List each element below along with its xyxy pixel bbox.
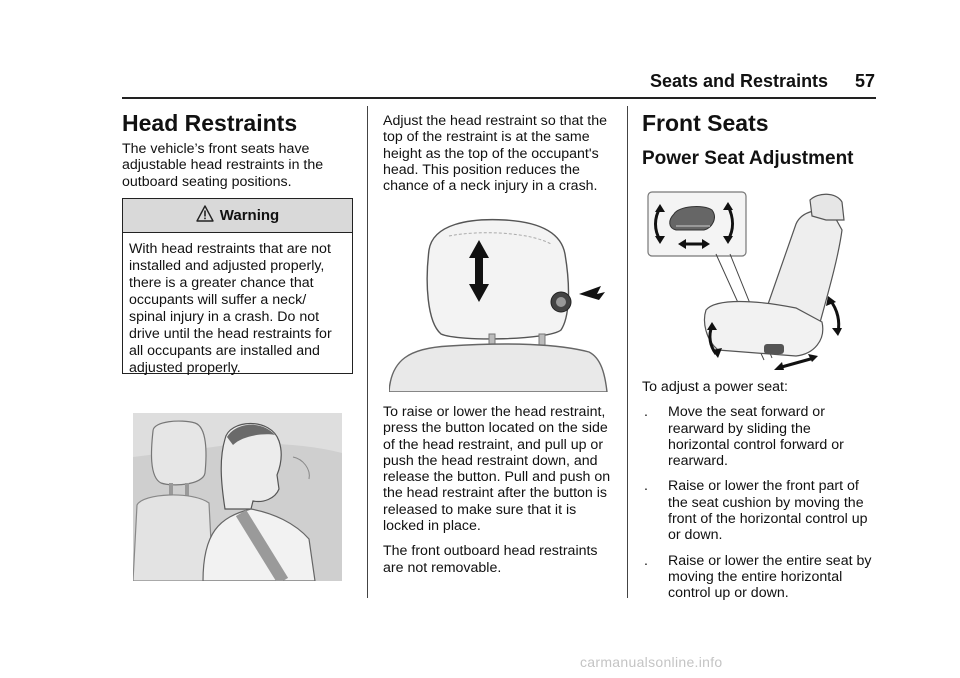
power-seat-lead: To adjust a power seat: [642, 379, 788, 395]
intro-paragraph [122, 141, 352, 190]
bullet-item-1 [642, 404, 876, 469]
not-removable-text: The front outboard head restraints are not removable. [383, 543, 598, 576]
bullet-item-3 [642, 553, 876, 602]
bullet-text-2: Raise or lower the front part of the seat cushion by moving the front of the horizontal control up or down. [668, 478, 868, 544]
heading-power-seat-adjustment: Power Seat Adjustment [642, 148, 854, 169]
bullet-marker: . [644, 404, 648, 421]
page-number: 57 [855, 71, 876, 91]
bullet-item-2 [642, 478, 876, 543]
heading-head-restraints: Head Restraints [122, 110, 298, 136]
head-restraint-button-illustration [389, 210, 608, 392]
raise-lower-paragraph [383, 404, 618, 576]
bullet-marker: . [644, 552, 648, 569]
column-divider-1 [367, 106, 368, 598]
column-divider-2 [627, 106, 628, 598]
bullet-text-3: Raise or lower the entire seat by moving the entire horizontal control up or down. [668, 552, 872, 602]
warning-triangle-icon [196, 205, 214, 226]
bullet-marker: . [644, 478, 648, 495]
bullet-text-1: Move the seat forward or rearward by sliding the horizontal control forward or rearward. [668, 404, 844, 470]
intro-text: The vehicle’s front seats have adjustable head restraints in the outboard seating positions. [122, 141, 324, 190]
warning-label: Warning [219, 207, 280, 224]
power-seat-instructions [642, 379, 876, 602]
warning-box [122, 198, 353, 374]
adjust-text: Adjust the head restraint so that the top of the restraint is at the same height as the top of the occupant's head. This position reduces the chance of a neck injury in a crash. [383, 113, 607, 195]
adjust-paragraph [383, 113, 615, 194]
section-title: Seats and Restraints [650, 71, 829, 91]
power-seat-control-illustration [646, 190, 860, 372]
warning-header [123, 199, 352, 233]
heading-front-seats: Front Seats [642, 110, 769, 136]
raise-lower-text: To raise or lower the head restraint, press the button located on the side of the head restraint, and pull up or push the head restraint down, and release the button. Pull and push on the head restraint after the button is released to make sure that it is locked in place. [383, 404, 611, 535]
watermark: carmanualsonline.info [580, 654, 723, 670]
driver-with-head-restraint-illustration [133, 413, 342, 581]
header-rule [122, 97, 876, 99]
warning-text: With head restraints that are not installed and adjusted properly, there is a greater chance that occupants will suffer a neck/ spinal injury in a crash. Do not drive until the head restraints for all occupants are installed and adjusted properly. [129, 241, 332, 376]
